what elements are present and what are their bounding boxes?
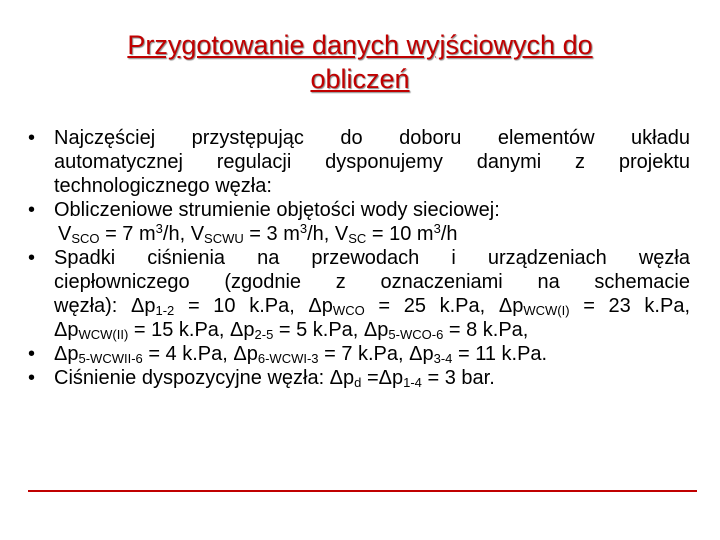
bullet-icon: •	[28, 199, 36, 221]
bullet3-line2: ciepłowniczego (zgodnie z oznaczeniami na schemacie	[54, 271, 690, 293]
sup-cube-3: 3	[433, 221, 441, 236]
sub-sco: SCO	[71, 231, 100, 246]
bottom-divider	[28, 490, 697, 492]
sub-d: d	[354, 375, 362, 390]
bullet-item-pressure-drops	[28, 246, 690, 342]
sub-wco: WCO	[332, 303, 365, 318]
sub-34: 3-4	[433, 351, 453, 366]
sup-cube-2: 3	[299, 221, 308, 236]
bullet3-line3	[54, 294, 690, 318]
bullet-item-available-pressure	[28, 366, 690, 390]
bullet5-line	[54, 366, 690, 390]
unit-2: /h,	[307, 223, 335, 245]
dp-14-label: =Δp	[361, 367, 404, 389]
sub-6wcwi3: 6-WCWI-3	[257, 351, 319, 366]
sub-5wco6: 5-WCO-6	[388, 327, 444, 342]
eq-scwu: = 3 m	[243, 223, 300, 245]
bullet3-line4	[54, 318, 690, 342]
sub-25: 2-5	[254, 327, 274, 342]
bullet4-line	[54, 342, 690, 366]
dp-5wco6-value: = 8 k.Pa,	[443, 319, 529, 341]
bullet2-heading: Obliczeniowe strumienie objętości wody sieciowej:	[54, 199, 500, 221]
dp-d-label: Ciśnienie dyspozycyjne węzła: Δp	[54, 367, 355, 389]
bullet-item-data-source	[28, 126, 690, 198]
unit-1: /h,	[162, 223, 191, 245]
sub-5wcwii6: 5-WCWII-6	[78, 351, 143, 366]
sub-wcw2: WCW(II)	[78, 327, 129, 342]
v-symbol: V	[334, 223, 349, 245]
dp-6wcwi3-label: = 4 k.Pa, Δp	[142, 343, 258, 365]
dp-wco-label: = 10 k.Pa, Δp	[174, 295, 333, 317]
eq-sc: = 10 m	[366, 223, 434, 245]
bullet-icon: •	[28, 247, 36, 269]
eq-sco: = 7 m	[99, 223, 156, 245]
bullet3-line1: Spadki ciśnienia na przewodach i urządzeniach węzła	[54, 247, 690, 269]
bullet2-values	[54, 222, 690, 246]
dp-5wco6-label: = 5 k.Pa, Δp	[273, 319, 389, 341]
v-symbol: V	[190, 223, 205, 245]
dp-wcw2-label: Δp	[54, 319, 79, 341]
sup-cube-1: 3	[155, 221, 163, 236]
sub-sc: SC	[348, 231, 367, 246]
title-line-2: obliczeń	[310, 64, 410, 94]
dp-wcw1-label: = 25 k.Pa, Δp	[364, 295, 524, 317]
bullet-icon: •	[28, 127, 36, 149]
v-symbol: V	[58, 223, 72, 245]
bullet-item-more-drops	[28, 342, 690, 366]
sub-12: 1-2	[155, 303, 175, 318]
bullet-item-flow-rates	[28, 198, 690, 246]
dp-34-value: = 11 k.Pa.	[452, 343, 548, 365]
sub-14: 1-4	[403, 375, 422, 390]
dp-label: Δp	[54, 343, 79, 365]
sub-scwu: SCWU	[204, 231, 244, 246]
title-line-1: Przygotowanie danych wyjściowych do	[127, 30, 593, 60]
slide-title	[40, 28, 680, 96]
dp-34-label: = 7 k.Pa, Δp	[318, 343, 434, 365]
dp-wcw1-value: = 23 k.Pa,	[569, 295, 691, 317]
unit-end: /h	[440, 223, 458, 245]
bullet-icon: •	[28, 343, 36, 365]
bullet-list	[28, 126, 690, 390]
bullet1-line2: automatycznej regulacji dysponujemy danymi z projektu	[54, 151, 690, 173]
bullet1-line1: Najczęściej przystępując do doboru elementów układu	[54, 127, 690, 149]
dp-25-label: = 15 k.Pa, Δp	[128, 319, 255, 341]
sub-wcw1: WCW(I)	[523, 303, 570, 318]
bullet-icon: •	[28, 367, 36, 389]
dp-14-value: = 3 bar.	[421, 367, 495, 389]
dp-12-label: węzła): Δp	[54, 295, 156, 317]
bullet1-line3: technologicznego węzła:	[54, 175, 272, 197]
